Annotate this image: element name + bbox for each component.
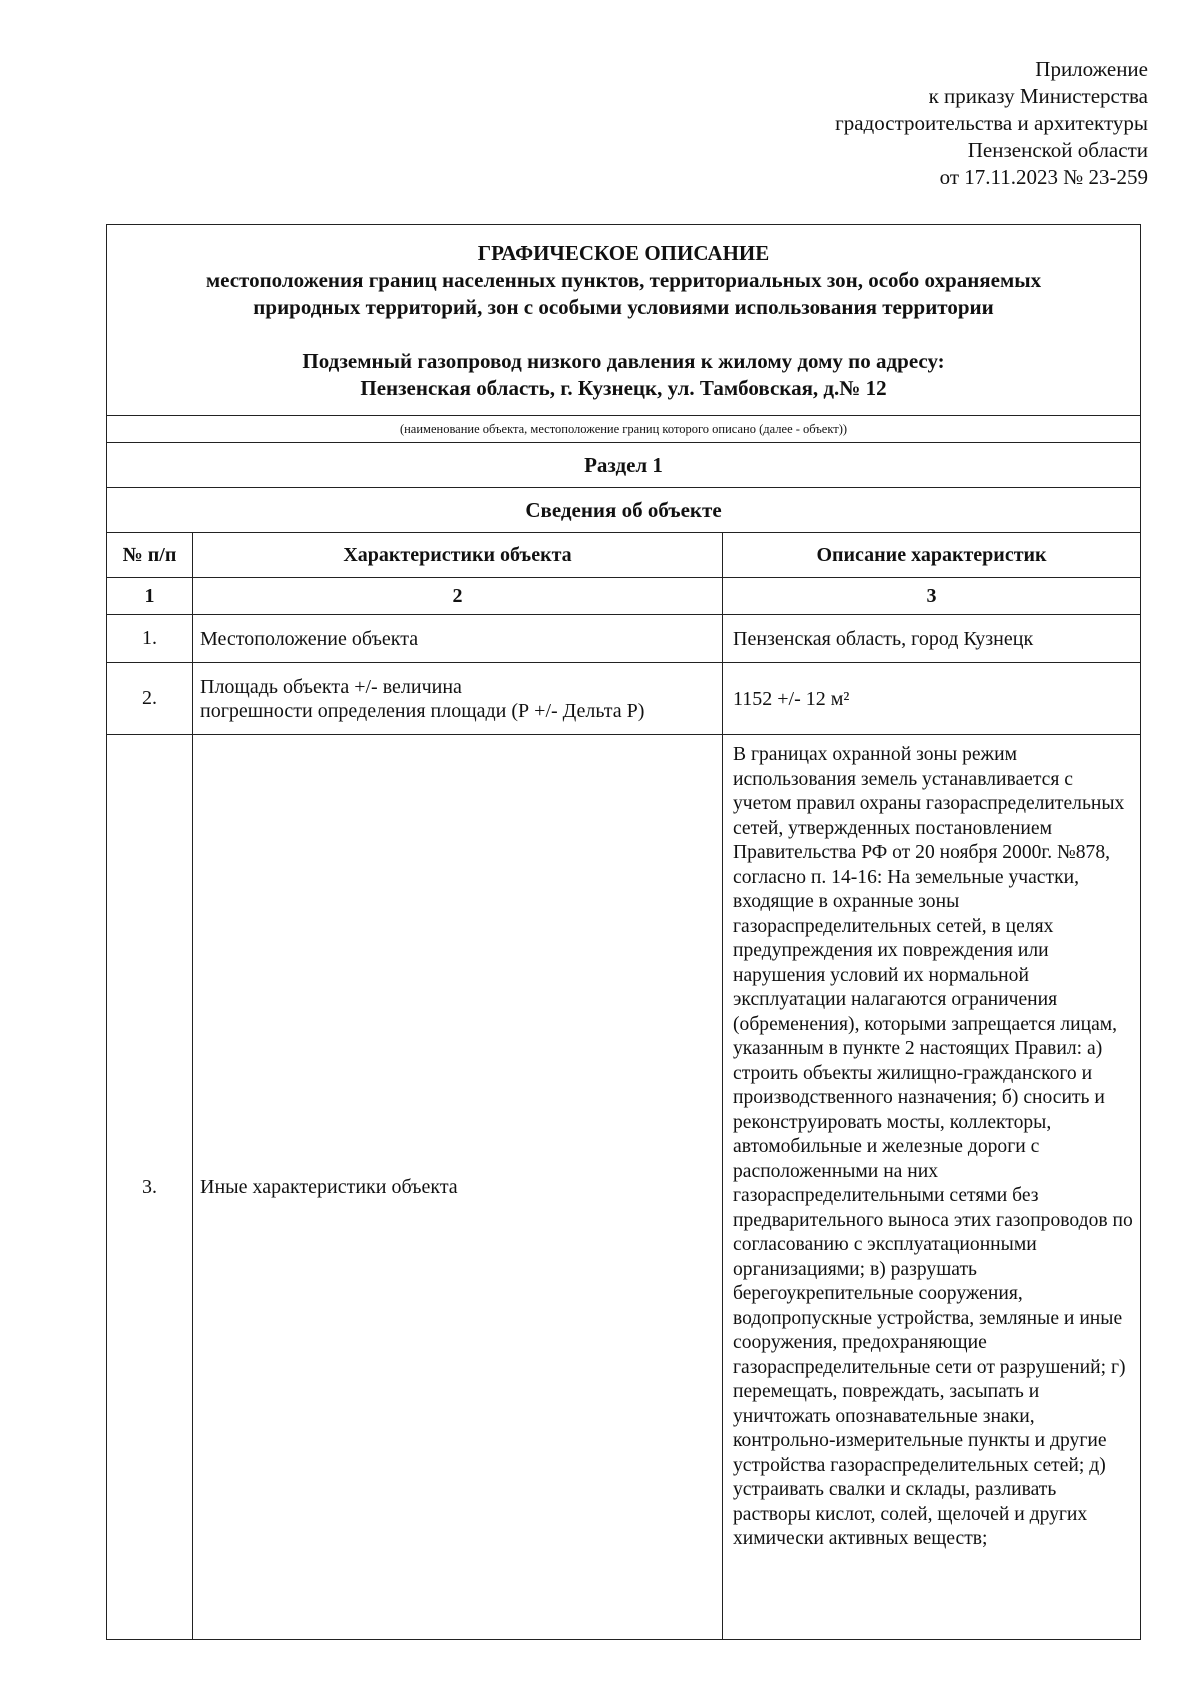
row-label-line: Площадь объекта +/- величина <box>200 675 462 698</box>
object-description-table <box>106 224 1141 1640</box>
row-label: Местоположение объекта <box>193 615 723 663</box>
appendix-line: Пензенской области <box>967 138 1148 162</box>
object-name: Подземный газопровод низкого давления к жилому дому по адресу: <box>302 349 945 373</box>
row-value: Пензенская область, город Кузнецк <box>723 615 1141 663</box>
document-title: ГРАФИЧЕСКОЕ ОПИСАНИЕ <box>477 241 770 265</box>
document-header <box>107 225 1141 416</box>
column-header-number: № п/п <box>107 533 193 578</box>
row-label <box>193 663 723 735</box>
column-header-description: Описание характеристик <box>723 533 1141 578</box>
row-number: 3. <box>107 735 193 1640</box>
row-label: Иные характеристики объекта <box>193 735 723 1640</box>
appendix-block <box>588 56 1148 191</box>
appendix-line: градостроительства и архитектуры <box>835 111 1148 135</box>
row-value: 1152 +/- 12 м² <box>723 663 1141 735</box>
column-number: 1 <box>107 578 193 615</box>
row-label-line: погрешности определения площади (Р +/- Дельта Р) <box>200 699 645 722</box>
appendix-line: Приложение <box>1035 57 1148 81</box>
row-number: 1. <box>107 615 193 663</box>
section-title: Раздел 1 <box>107 443 1141 488</box>
table-row <box>107 615 1141 663</box>
appendix-order-reference: от 17.11.2023 № 23-259 <box>939 165 1148 189</box>
object-name-note: (наименование объекта, местоположение границ которого описано (далее - объект)) <box>107 416 1141 443</box>
document-subtitle: местоположения границ населенных пунктов, территориальных зон, особо охраняемых <box>205 268 1042 292</box>
column-header-characteristics: Характеристики объекта <box>193 533 723 578</box>
object-address: Пензенская область, г. Кузнецк, ул. Тамбовская, д.№ 12 <box>360 376 887 400</box>
document-subtitle: природных территорий, зон с особыми условиями использования территории <box>253 295 994 319</box>
row-number: 2. <box>107 663 193 735</box>
row-value-restrictions: В границах охранной зоны режим использования земель устанавливается с учетом правил охраны газораспределительных сетей, утвержденных постановлением Правительства РФ от 20 ноября 2000г. №878, согласно п. 14-16: На земельные участки, входящие в охранные зоны газораспределительных сетей, в целях предупреждения их повреждения или нарушения условий их нормальной эксплуатации налагаются ограничения (обременения), которыми запрещается лицам, указанным в пункте 2 настоящих Правил: а) строить объекты жилищно-гражданского и производственного назначения; б) сносить и реконструировать мосты, коллекторы, автомобильные и железные дороги с расположенными на них газораспределительными сетями без предварительного выноса этих газопроводов по согласованию с эксплуатационными организациями; в) разрушать берегоукрепительные сооружения, водопропускные устройства, земляные и иные сооружения, предохраняющие газораспределительные сети от разрушений; г) перемещать, повреждать, засыпать и уничтожать опознавательные знаки, контрольно-измерительные пункты и другие устройства газораспределительных сетей; д) устраивать свалки и склады, разливать растворы кислот, солей, щелочей и других химически активных веществ; <box>723 735 1141 1640</box>
column-number: 3 <box>723 578 1141 615</box>
column-number: 2 <box>193 578 723 615</box>
section-subtitle: Сведения об объекте <box>107 488 1141 533</box>
table-row <box>107 663 1141 735</box>
appendix-line: к приказу Министерства <box>928 84 1148 108</box>
table-row <box>107 735 1141 1640</box>
